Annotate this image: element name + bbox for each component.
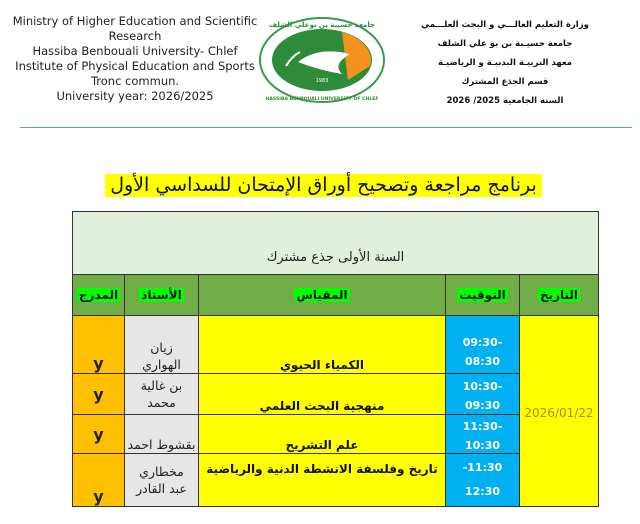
time-value-end: 12:30 <box>464 485 500 498</box>
module-name: تاريخ وفلسفة الانشطة الدنية والرياضية <box>206 462 438 476</box>
module-cell <box>199 454 446 507</box>
header-professor <box>125 275 199 316</box>
professor-cell <box>125 316 199 374</box>
module-name: منهجية البحث العلمي <box>259 399 385 413</box>
room-value: y <box>93 384 104 404</box>
module-cell <box>199 316 446 374</box>
room-cell <box>73 374 125 415</box>
header-module <box>199 275 446 316</box>
professor-cell <box>125 454 199 507</box>
university-line-ar: جامعة حسيـبة بن بو علي الشلف <box>437 39 573 49</box>
header-separator <box>20 127 632 128</box>
professor-name-line: الهواري <box>142 357 181 372</box>
header-professor-label: الأستاذ <box>141 288 182 302</box>
professor-cell <box>125 415 199 454</box>
header-room <box>73 275 125 316</box>
university-year-line: University year: 2026/2025 <box>56 89 214 103</box>
room-value: y <box>93 487 104 506</box>
header-time <box>446 275 520 316</box>
time-value: 09:30-08:30 <box>462 336 503 368</box>
header-room-label: المدرج <box>78 288 119 302</box>
column-header-row <box>73 275 599 316</box>
room-value: y <box>93 424 104 444</box>
time-value: 11:30-10:30 <box>462 420 503 452</box>
institute-line-ar: معهد التربيـة البدنيـة و الرياضيـة <box>437 58 572 68</box>
room-cell <box>73 454 125 507</box>
professor-name-line: محمد <box>147 395 176 410</box>
group-row <box>73 212 599 275</box>
header-date <box>520 275 599 316</box>
professor-name-line: زيان <box>150 340 173 355</box>
time-cell <box>446 454 520 507</box>
module-name: الكمياء الحيوي <box>279 358 365 372</box>
ministry-line-cont: Research <box>108 29 162 43</box>
department-line: Tronc commun. <box>90 74 180 88</box>
institute-line: Institute of Physical Education and Sports <box>15 59 255 73</box>
university-year-line-ar: السنة الجامعية 2025/ 2026 <box>446 96 564 106</box>
page-title: برنامج مراجعة وتصحيح أوراق الإمتحان للسداسي الأول <box>110 174 537 196</box>
module-name: علم التشريح <box>285 438 359 452</box>
time-value: 10:30-09:30 <box>462 380 503 412</box>
header-right-arabic <box>405 16 605 111</box>
time-value-start: -11:30 <box>462 461 503 474</box>
room-value: y <box>93 354 104 373</box>
professor-name-line: مخطاري <box>139 464 184 479</box>
logo-year: 1983 <box>315 78 329 84</box>
university-seal-icon <box>258 16 386 104</box>
room-cell <box>73 316 125 374</box>
room-cell <box>73 415 125 454</box>
header-module-label: المقياس <box>296 288 348 302</box>
department-line-ar: قسم الجذع المشترك <box>461 77 549 87</box>
module-cell <box>199 374 446 415</box>
group-cell <box>73 212 599 275</box>
professor-name-line: عبد القادر <box>136 481 187 496</box>
table-row <box>73 316 599 374</box>
schedule-table <box>72 211 599 507</box>
professor-cell <box>125 374 199 415</box>
professor-name-line: بقشوط احمد <box>127 437 196 452</box>
page-title-banner <box>105 174 542 197</box>
module-cell <box>199 415 446 454</box>
group-label: السنة الأولى جذع مشترك <box>266 249 405 265</box>
ministry-line: Ministry of Higher Education and Scientific <box>12 14 258 28</box>
date-cell <box>520 316 599 507</box>
header-date-label: التاريخ <box>539 288 579 302</box>
time-cell <box>446 374 520 415</box>
time-cell <box>446 415 520 454</box>
header-left-french <box>8 14 262 104</box>
logo-latin-text: HASSIBA BENBOUALI UNIVERSITY OF CHLEF <box>265 97 379 102</box>
header-time-label: التوقيت <box>459 288 506 302</box>
date-value: 2026/01/22 <box>524 405 594 420</box>
logo-arabic-text: جامعة حسيبة بن بوعلي الشلف <box>268 21 376 29</box>
university-line: Hassiba Benbouali University- Chlef <box>32 44 238 58</box>
time-cell <box>446 316 520 374</box>
ministry-line-ar: وزارة التعليم العالـــي و البحث العلـــمي <box>421 20 589 30</box>
university-logo <box>258 16 386 104</box>
professor-name-line: بن غالية <box>140 378 183 393</box>
